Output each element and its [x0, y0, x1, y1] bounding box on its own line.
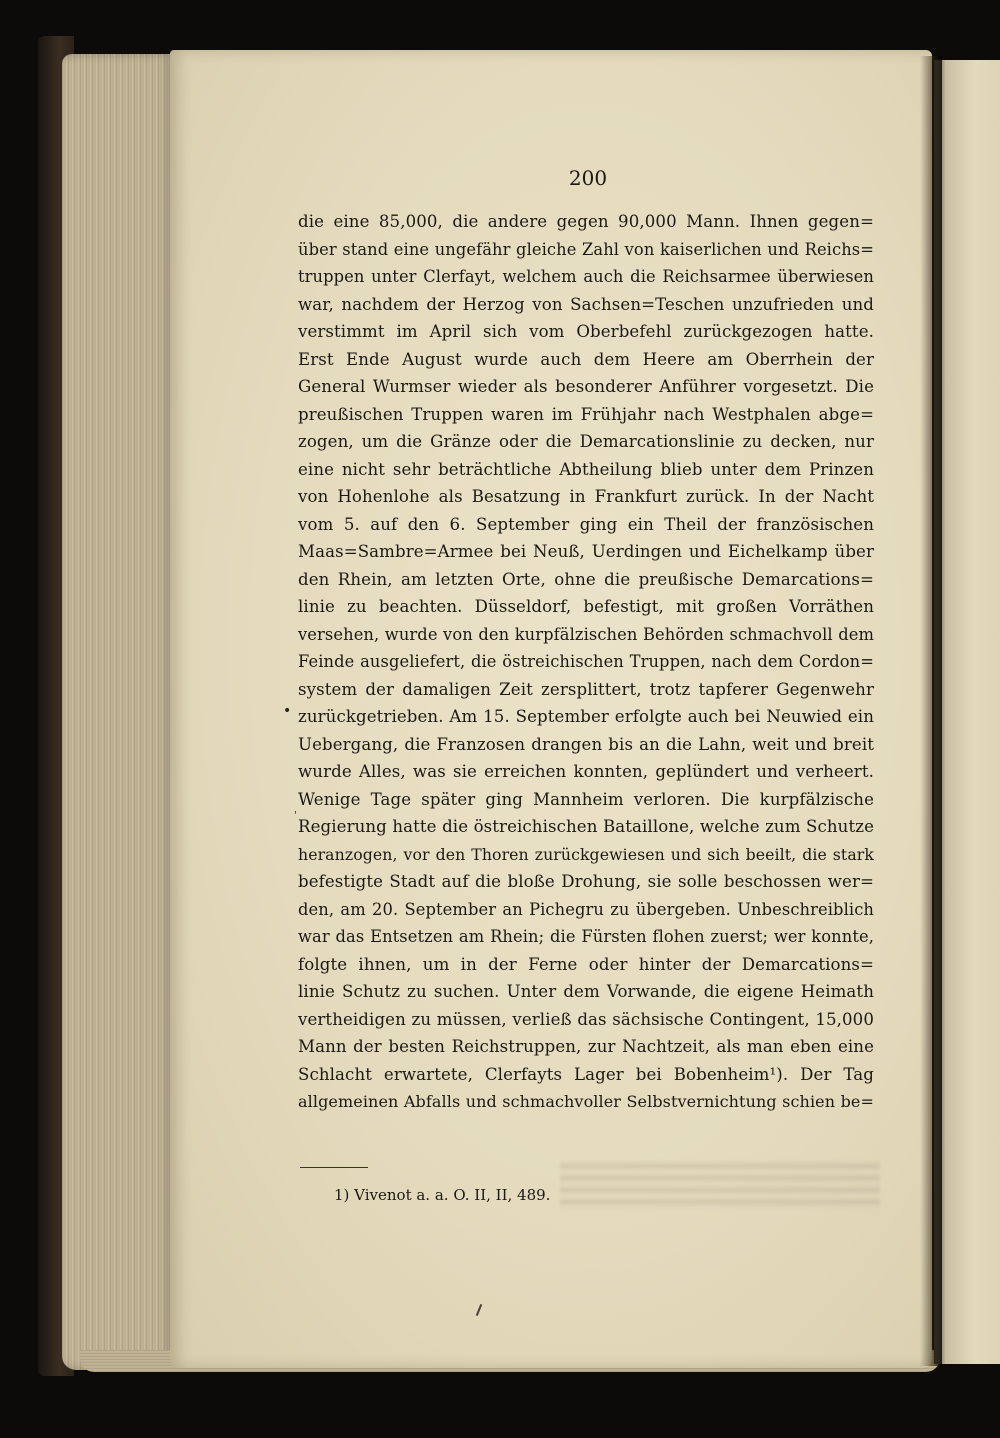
text-line: eine nicht sehr beträchtliche Abtheilung blieb unter dem Prinzen	[298, 459, 874, 479]
text-line: war, nachdem der Herzog von Sachsen=Teschen unzufrieden und	[298, 294, 874, 314]
text-line: zurückgetrieben. Am 15. September erfolgte auch bei Neuwied ein	[298, 707, 874, 726]
text-line: Feinde ausgeliefert, die östreichischen Truppen, nach dem Cordon=	[298, 652, 874, 671]
text-line: preußischen Truppen waren im Frühjahr nach Westphalen abge=	[298, 404, 874, 424]
margin-dot-mark: •	[283, 703, 292, 719]
text-line: system der damaligen Zeit zersplittert, trotz tapferer Gegenwehr	[298, 679, 874, 699]
text-line: linie Schutz zu suchen. Unter dem Vorwande, die eigene Heimath	[298, 982, 874, 1001]
text-line: verstimmt im April sich vom Oberbefehl zurückgezogen hatte.	[298, 322, 874, 341]
text-line: vertheidigen zu müssen, verließ das sächsische Contingent, 15,000	[298, 1009, 874, 1029]
text-line: zogen, um die Gränze oder die Demarcationslinie zu decken, nur	[298, 432, 874, 451]
text-line: befestigte Stadt auf die bloße Drohung, sie solle beschossen wer=	[298, 872, 874, 891]
text-line: folgte ihnen, um in der Ferne oder hinter der Demarcations=	[298, 954, 874, 974]
text-line: Erst Ende August wurde auch dem Heere am Oberrhein der	[298, 349, 874, 369]
text-line: versehen, wurde von den kurpfälzischen Behörden schmachvoll dem	[298, 624, 874, 644]
text-line: war das Entsetzen am Rhein; die Fürsten flohen zuerst; wer konnte,	[298, 927, 874, 946]
text-line: wurde Alles, was sie erreichen konnten, geplündert und verheert.	[298, 762, 874, 781]
page-stack-edges	[62, 54, 174, 1370]
text-line: Schlacht erwartete, Clerfayts Lager bei Bobenheim¹). Der Tag	[298, 1064, 874, 1084]
text-line: die eine 85,000, die andere gegen 90,000 Mann. Ihnen gegen=	[298, 212, 874, 231]
margin-tick-mark: '	[294, 810, 297, 821]
text-line: Regierung hatte die östreichischen Bataillone, welche zum Schutze	[298, 817, 874, 836]
text-line: vom 5. auf den 6. September ging ein Theil der französischen	[298, 514, 874, 534]
text-line: den, am 20. September an Pichegru zu übergeben. Unbeschreiblich	[298, 899, 874, 919]
gutter-shadow	[920, 56, 942, 1366]
footnote: 1) Vivenot a. a. O. II, II, 489.	[334, 1186, 551, 1204]
text-line: den Rhein, am letzten Orte, ohne die preußische Demarcations=	[298, 569, 874, 589]
text-line: über stand eine ungefähr gleiche Zahl von kaiserlichen und Reichs=	[298, 239, 874, 259]
page-number: 200	[568, 166, 608, 190]
text-line: Uebergang, die Franzosen drangen bis an die Lahn, weit und breit	[298, 734, 874, 754]
text-line: truppen unter Clerfayt, welchem auch die Reichsarmee überwiesen	[298, 267, 874, 286]
text-line: Mann der besten Reichstruppen, zur Nachtzeit, als man eben eine	[298, 1037, 874, 1056]
text-line: Wenige Tage später ging Mannheim verloren. Die kurpfälzische	[298, 789, 874, 809]
text-line: linie zu beachten. Düsseldorf, befestigt, mit großen Vorräthen	[298, 597, 874, 616]
text-line: Maas=Sambre=Armee bei Neuß, Uerdingen und Eichelkamp über	[298, 542, 874, 561]
body-text	[298, 208, 874, 1116]
show-through-text	[560, 1160, 880, 1210]
text-line: allgemeinen Abfalls und schmachvoller Selbstvernichtung schien be=	[298, 1092, 874, 1111]
text-line: von Hohenlohe als Besatzung in Frankfurt zurück. In der Nacht	[298, 487, 874, 506]
text-line: General Wurmser wieder als besonderer Anführer vorgesetzt. Die	[298, 377, 874, 396]
facing-page-sliver	[934, 60, 1000, 1364]
text-line: heranzogen, vor den Thoren zurückgewiesen und sich beeilt, die stark	[298, 844, 874, 864]
footnote-rule	[300, 1167, 368, 1168]
